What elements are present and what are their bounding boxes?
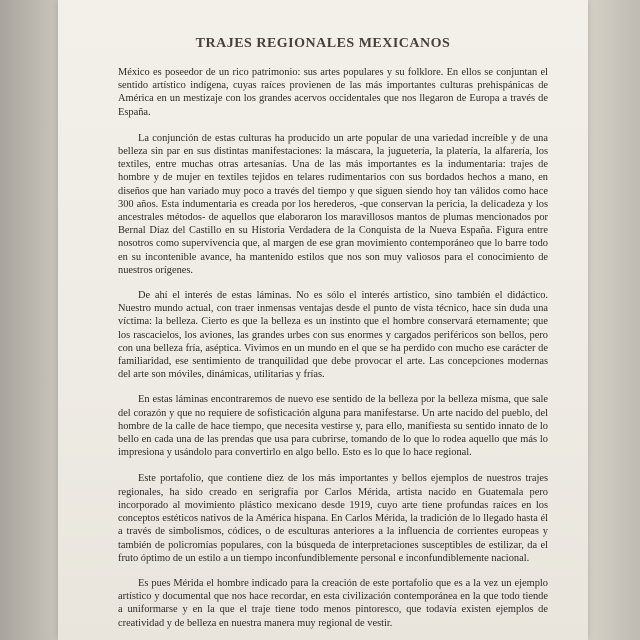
paragraph-3: De ahí el interés de estas láminas. No es sólo el interés artístico, sino también el didáctico. Nuestro mundo actual, con traer inmensas ventajas desde el punto de vista técnico, hace sin duda una víctima: la belleza. Cierto es que la belleza es un instinto que el hombre conservará eternamente; que los rascacielos, los aviones, las grandes urbes con sus enormes y cargados periféricos son bellos, pero con una belleza fría, aséptica. Vivimos en un mundo en el que se ha perdido con mucho ese carácter de familiaridad, ese sentimiento de tranquilidad que debe provocar el arte. Las concepciones modernas del arte son móviles, dinámicas, utilitarias y frías. — [118, 290, 548, 381]
table-background-right — [588, 0, 640, 640]
document-body — [118, 66, 548, 640]
paragraph-1: México es poseedor de un rico patrimonio: sus artes populares y su folklore. En ellos se conjuntan el sentido artístico indígena, cuyas raíces provienen de las más importantes culturas prehispánicas de América en un mestizaje con los grandes acervos occidentales que nos llegaron de Europa a través de España. — [118, 67, 548, 118]
table-background-left — [0, 0, 58, 640]
document-title: TRAJES REGIONALES MEXICANOS — [195, 36, 451, 51]
document-page — [58, 0, 588, 640]
paragraph-4: En estas láminas encontraremos de nuevo ese sentido de la belleza por la belleza misma, que sale del corazón y que no requiere de sofisticación alguna para manifestarse. Un arte nacido del pueblo, del hombre de la calle de hace tiempo, que necesita vestirse y, para ello, manifiesta su sentido innato de lo bello en cada una de las prendas que usa para cubrirse, tomando de lo que lo rodea aquello que más lo impresiona y usándolo para convertirlo en algo bello. Esto es lo que lo hace regional. — [118, 394, 548, 459]
paragraph-5: Este portafolio, que contiene diez de los más importantes y bellos ejemplos de nuestros trajes regionales, ha sido creado en serigrafía por Carlos Mérida, artista nacido en Guatemala pero incorporado al movimiento plástico mexicano desde 1919, cuyo arte tiene profundas raíces en los conceptos estéticos nativos de la América hispana. En Carlos Mérida, la tradición de lo llegado hasta él a través de simbolismos, códices, o de esculturas anteriores a la influencia de corrientes europeas y también de policromías populares, con la búsqueda de interpretaciones susceptibles de estilizar, da el fruto óptimo de un estilo a un tiempo inconfundiblemente personal e inconfundiblemente nacional. — [118, 473, 548, 564]
paragraph-6: Es pues Mérida el hombre indicado para la creación de este portafolio que es a la vez un ejemplo artístico y documental que nos hace recordar, en esta civilización contemporánea en la que todo tiende a uniformarse y en la que el traje tiene todo menos pintoresco, que todavía existen ejemplos de creatividad y de belleza en nuestra manera muy regional de vestir. — [118, 577, 548, 629]
paragraph-2: La conjunción de estas culturas ha producido un arte popular de una variedad increíble y de una belleza sin par en sus distintas manifestaciones: la máscara, la juguetería, la platería, la alfarería, los textiles, entre muchas otras artesanías. Una de las más importantes es la indumentaria: trajes de hombre y de mujer en textiles tejidos en telares rudimentarios con sus bordados hechos a mano, en diseños que han variado muy poco a través del tiempo y que siguen siendo hoy tan válidos como hace 300 años. Esta indumentaria es creada por los herederos, -que conservan la pericia, la delicadeza y los ancestrales métodos- de aquellos que elaboraron los maravillosos mantos de plumas mencionados por Bernal Díaz del Castillo en su Historia Verdadera de la Conquista de la Nueva España. Figura entre nosotros como supervivencia que, al margen de ese gran movimiento contemporáneo que lo barre todo en su incontenible avance, ha mantenido estilos que nos son muy valiosos para el conocimiento de nuestros orígenes. — [118, 132, 548, 276]
